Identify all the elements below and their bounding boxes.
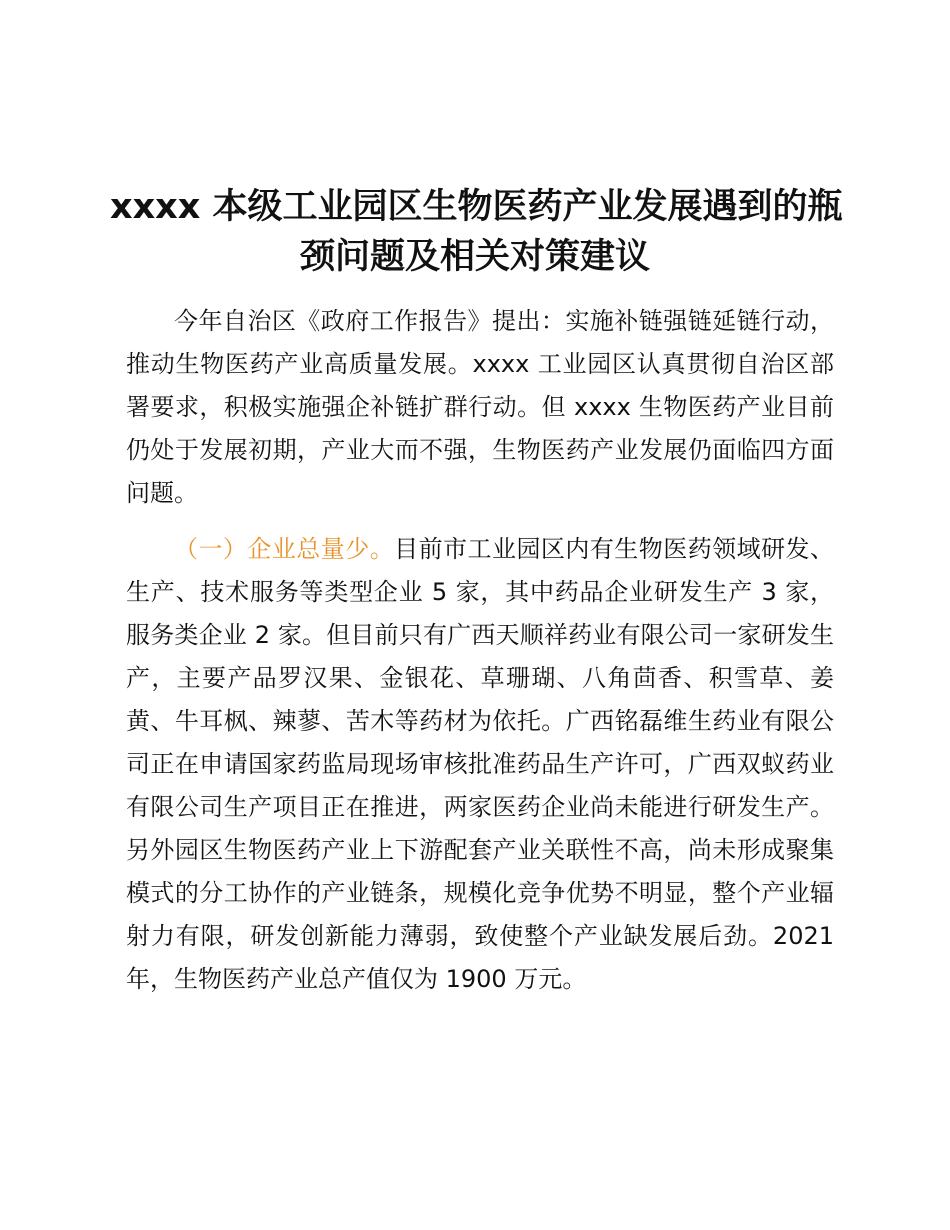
section-1-text: 目前市工业园区内有生物医药领域研发、生产、技术服务等类型企业 5 家，其中药品企业研发生产 3 家，服务类企业 2 家。但目前只有广西天顺祥药业有限公司一家研发生产，主要产品罗汉果、金银花、草珊瑚、八角茴香、积雪草、姜黄、牛耳枫、辣蓼、苦木等药材为依托。广西铭磊维生药业有限公司正在申请国家药监局现场审核批准药品生产许可，广西双蚁药业有限公司生产项目正在推进，两家医药企业尚未能进行研发生产。另外园区生物医药产业上下游配套产业关联性不高，尚未形成聚集模式的分工协作的产业链条，规模化竞争优势不明显，整个产业辐射力有限，研发创新能力薄弱，致使整个产业缺发展后劲。2021 年，生物医药产业总产值仅为 1900 万元。 bbox=[126, 535, 835, 993]
title-line-1: xxxx 本级工业园区生物医药产业发展遇到的瓶 bbox=[110, 187, 843, 227]
intro-paragraph: 今年自治区《政府工作报告》提出：实施补链强链延链行动，推动生物医药产业高质量发展。xxxx 工业园区认真贯彻自治区部署要求，积极实施强企补链扩群行动。但 xxxx 生物医药产业目前仍处于发展初期，产业大而不强，生物医药产业发展仍面临四方面问题。 bbox=[126, 307, 834, 507]
title-line-2: 颈问题及相关对策建议 bbox=[299, 237, 650, 277]
section-1-heading: （一）企业总量少。 bbox=[174, 535, 395, 563]
section-1-paragraph bbox=[126, 528, 834, 1001]
document-title bbox=[110, 182, 843, 282]
